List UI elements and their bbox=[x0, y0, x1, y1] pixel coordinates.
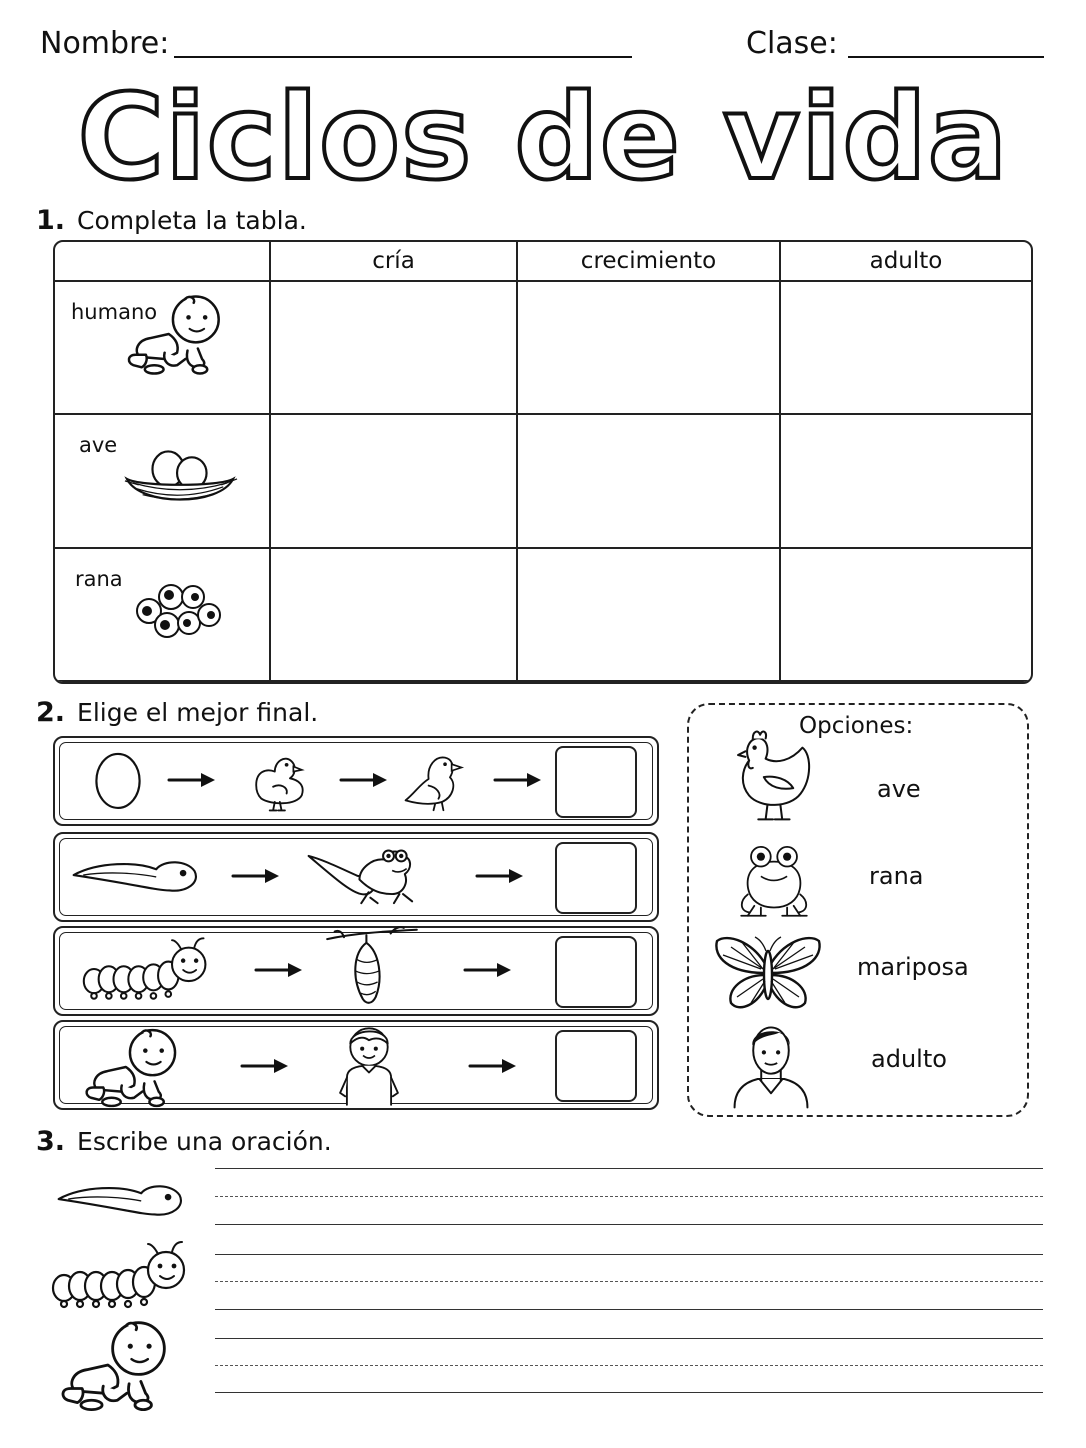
writing-line[interactable] bbox=[215, 1224, 1043, 1225]
section3-instruction: Escribe una oración. bbox=[77, 1127, 332, 1156]
section1-instruction: Completa la tabla. bbox=[77, 206, 307, 235]
adult-man-icon bbox=[731, 1017, 811, 1109]
table-row bbox=[55, 282, 1031, 415]
options-title: Opciones: bbox=[799, 713, 914, 739]
writing-line[interactable] bbox=[215, 1338, 1043, 1339]
row-label-cell bbox=[55, 415, 271, 548]
answer-cell[interactable] bbox=[781, 282, 1031, 415]
row-label-ave: ave bbox=[79, 433, 118, 458]
table-header-row bbox=[55, 242, 1031, 282]
table-header-cria: cría bbox=[271, 242, 518, 282]
answer-box[interactable] bbox=[555, 746, 637, 818]
answer-cell[interactable] bbox=[271, 549, 518, 682]
option-label-rana[interactable]: rana bbox=[869, 862, 924, 890]
section1-heading bbox=[36, 205, 307, 236]
answer-cell[interactable] bbox=[781, 549, 1031, 682]
arrow-icon bbox=[249, 960, 309, 980]
arrow-icon bbox=[339, 770, 389, 790]
young-bird-icon bbox=[399, 742, 473, 816]
writing-line[interactable] bbox=[215, 1309, 1043, 1310]
arrow-icon bbox=[231, 866, 281, 886]
chick-icon bbox=[241, 742, 317, 818]
answer-cell[interactable] bbox=[518, 282, 781, 415]
butterfly-icon bbox=[713, 933, 823, 1013]
arrow-icon bbox=[493, 770, 543, 790]
writing-line[interactable] bbox=[215, 1168, 1043, 1169]
tadpole-icon bbox=[69, 852, 205, 900]
sequence-row bbox=[53, 832, 659, 922]
sequence-row bbox=[53, 926, 659, 1016]
crawling-baby-icon bbox=[56, 1318, 174, 1412]
row-label-humano: humano bbox=[71, 300, 158, 324]
crawling-baby-icon bbox=[77, 1026, 187, 1108]
writing-line[interactable] bbox=[215, 1392, 1043, 1393]
row-label-cell bbox=[55, 282, 271, 415]
frog-eggs-icon bbox=[127, 575, 227, 645]
table-header-adulto: adulto bbox=[781, 242, 1031, 282]
section1-number: 1. bbox=[36, 205, 66, 236]
egg-icon bbox=[91, 748, 145, 812]
name-label: Nombre: bbox=[40, 26, 170, 61]
tadpole-icon bbox=[54, 1176, 190, 1224]
section3-heading bbox=[36, 1126, 332, 1157]
answer-cell[interactable] bbox=[781, 415, 1031, 548]
section2-heading bbox=[36, 697, 318, 728]
caterpillar-icon bbox=[50, 1240, 190, 1310]
arrow-icon bbox=[167, 770, 217, 790]
answer-cell[interactable] bbox=[518, 415, 781, 548]
options-box bbox=[687, 703, 1029, 1117]
row-label-rana: rana bbox=[75, 566, 123, 591]
answer-box[interactable] bbox=[555, 842, 637, 914]
page-title: Ciclos de vida bbox=[77, 68, 1009, 206]
table-row bbox=[55, 549, 1031, 682]
life-cycle-table bbox=[53, 240, 1033, 684]
option-label-adulto[interactable]: adulto bbox=[871, 1045, 947, 1073]
section3-number: 3. bbox=[36, 1126, 66, 1157]
answer-cell[interactable] bbox=[271, 415, 518, 548]
writing-guide-line bbox=[215, 1196, 1043, 1197]
writing-guide-line bbox=[215, 1281, 1043, 1282]
table-row bbox=[55, 415, 1031, 548]
table-header-crecimiento: crecimiento bbox=[518, 242, 781, 282]
option-label-mariposa[interactable]: mariposa bbox=[857, 953, 969, 981]
option-label-ave[interactable]: ave bbox=[877, 775, 921, 803]
caterpillar-icon bbox=[81, 936, 211, 1002]
sequence-row bbox=[53, 736, 659, 826]
class-label: Clase: bbox=[746, 26, 838, 61]
section2-instruction: Elige el mejor final. bbox=[77, 698, 319, 727]
sequence-row bbox=[53, 1020, 659, 1110]
row-label-cell bbox=[55, 549, 271, 682]
answer-box[interactable] bbox=[555, 1030, 637, 1102]
arrow-icon bbox=[445, 960, 531, 980]
table-header-corner bbox=[55, 242, 271, 282]
class-field[interactable] bbox=[848, 56, 1044, 58]
hen-icon bbox=[727, 727, 819, 829]
arrow-icon bbox=[453, 1056, 533, 1076]
froglet-icon bbox=[305, 842, 423, 908]
answer-box[interactable] bbox=[555, 936, 637, 1008]
answer-cell[interactable] bbox=[518, 549, 781, 682]
arrow-icon bbox=[467, 866, 533, 886]
section2-number: 2. bbox=[36, 697, 66, 728]
bird-nest-eggs-icon bbox=[121, 441, 239, 511]
answer-cell[interactable] bbox=[271, 282, 518, 415]
arrow-icon bbox=[235, 1056, 295, 1076]
crawling-baby-icon bbox=[123, 292, 227, 376]
chrysalis-icon bbox=[325, 926, 419, 1010]
name-field[interactable] bbox=[174, 56, 632, 58]
writing-guide-line bbox=[215, 1365, 1043, 1366]
frog-icon bbox=[733, 837, 815, 919]
child-icon bbox=[335, 1020, 403, 1108]
writing-line[interactable] bbox=[215, 1254, 1043, 1255]
